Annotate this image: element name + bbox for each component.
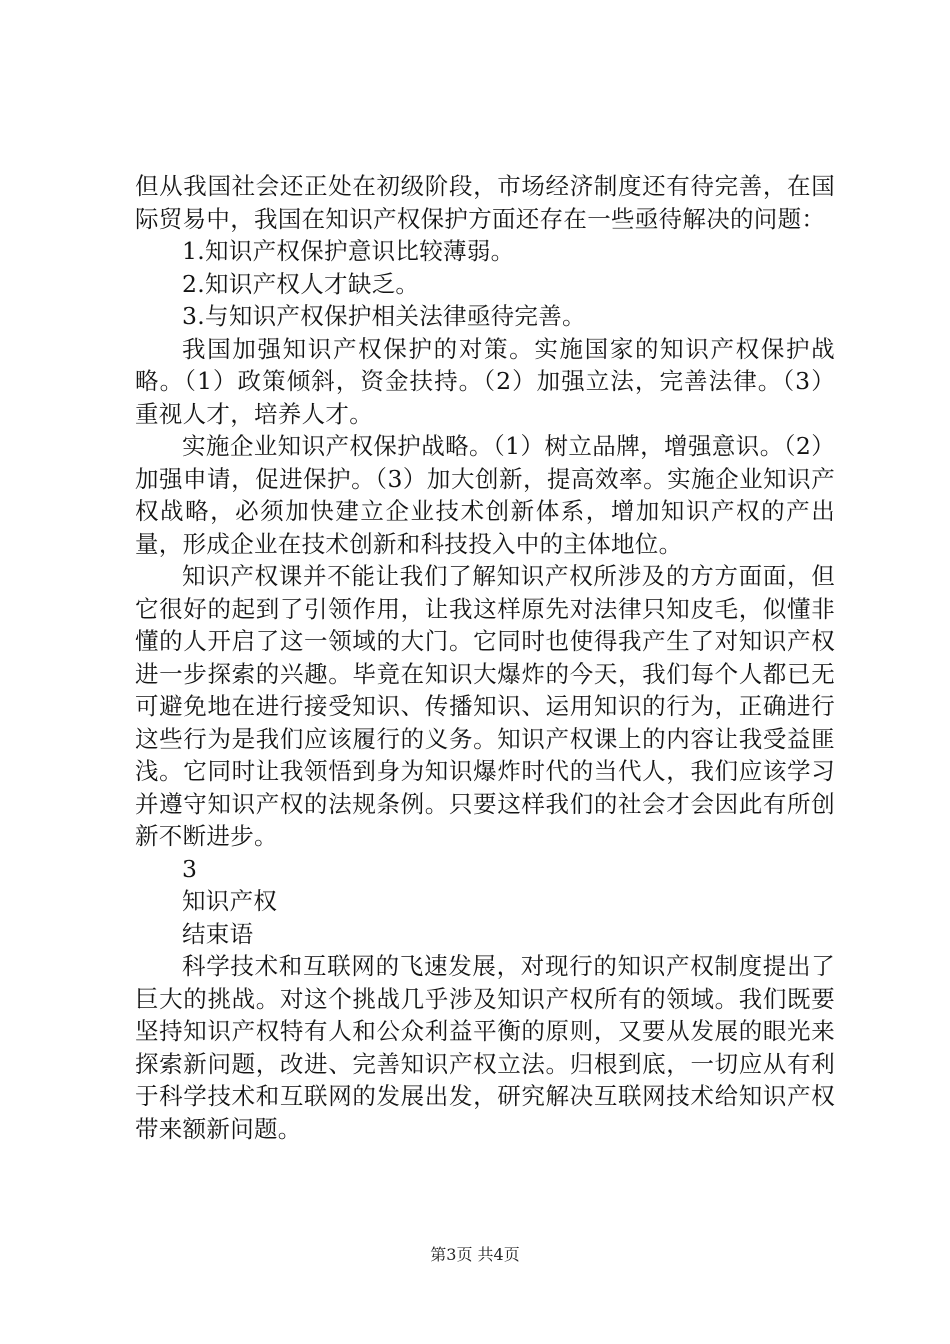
list-item-awareness: 1.知识产权保护意识比较薄弱。 xyxy=(182,237,515,265)
page-footer: 第3页 共4页 xyxy=(430,1245,520,1264)
list-item-talent: 2.知识产权人才缺乏。 xyxy=(182,269,420,298)
section-heading-conclusion: 结束语 xyxy=(182,919,254,948)
paragraph-reflection: 知识产权课并不能让我们了解知识产权所涉及的方方面面，但它很好的起到了引领作用，让我这样原先对法律只知皮毛，似懂非懂的人开启了这一领域的大门。它同时也使得我产生了对知识产权进一步探索的兴趣。毕竟在知识大爆炸的今天，我们每个人都已无可避免地在进行接受知识、传播知识、运用知识的行为，正确进行这些行为是我们应该履行的义务。知识产权课上的内容让我受益匪浅。它同时让我领悟到身为知识爆炸时代的当代人，我们应该学习并遵守知识产权的法规条例。只要这样我们的社会才会因此有所创新不断进步。 xyxy=(135,562,835,850)
list-item-law: 3.与知识产权保护相关法律亟待完善。 xyxy=(182,302,586,330)
paragraph-national-strategy: 我国加强知识产权保护的对策。实施国家的知识产权保护战略。（1）政策倾斜，资金扶持。（2）加强立法，完善法律。（3）重视人才，培养人才。 xyxy=(135,334,835,428)
paragraph-enterprise-strategy: 实施企业知识产权保护战略。（1）树立品牌，增强意识。（2）加强申请，促进保护。（3）加大创新，提高效率。实施企业知识产权战略，必须加快建立企业技术创新体系，增加知识产权的产出量，形成企业在技术创新和科技投入中的主体地位。 xyxy=(135,432,835,558)
section-number: 3 xyxy=(182,854,198,883)
section-title: 知识产权 xyxy=(182,887,278,915)
paragraph-conclusion: 科学技术和互联网的飞速发展，对现行的知识产权制度提出了巨大的挑战。对这个挑战几乎涉及知识产权所有的领域。我们既要坚持知识产权特有人和公众利益平衡的原则，又要从发展的眼光来探索新问题，改进、完善知识产权立法。归根到底，一切应从有利于科学技术和互联网的发展出发，研究解决互联网技术给知识产权带来额新问题。 xyxy=(135,952,835,1143)
document-body xyxy=(135,170,835,1145)
paragraph-intro: 但从我国社会还正处在初级阶段，市场经济制度还有待完善，在国际贸易中，我国在知识产权保护方面还存在一些亟待解决的问题： xyxy=(135,172,835,233)
